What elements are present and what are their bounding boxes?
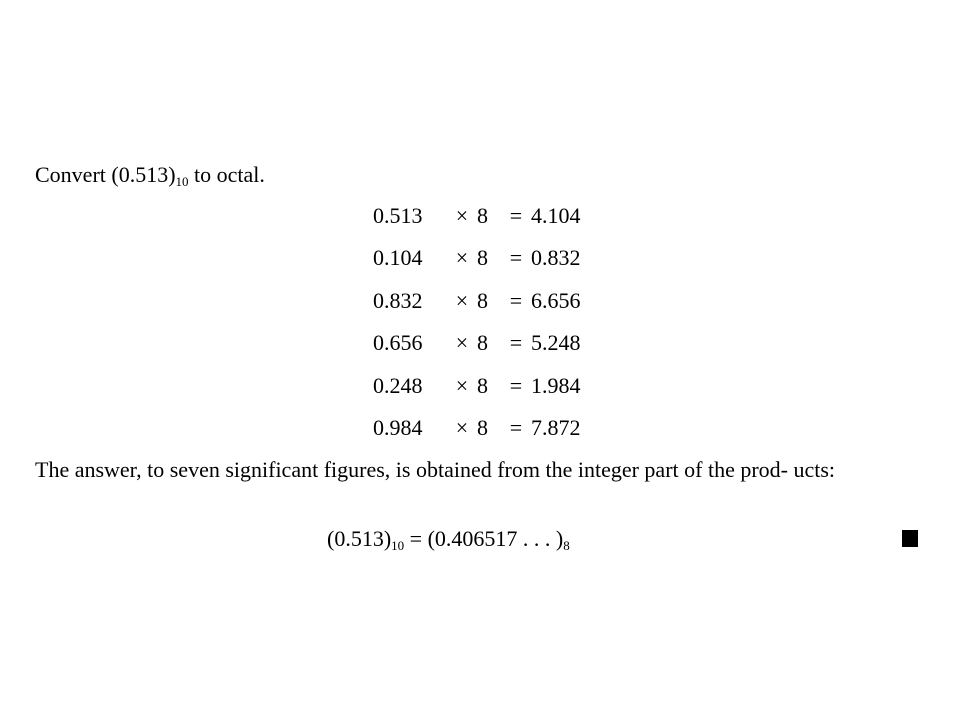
problem-prefix: Convert (0.513) [35, 162, 176, 187]
problem-base-subscript: 10 [175, 174, 189, 189]
end-of-example-marker [902, 530, 918, 547]
result-rhs-base: 8 [563, 538, 570, 553]
step-multiplicand: 0.656 [373, 330, 423, 355]
multiply-sign: × [455, 203, 469, 228]
result-lhs: (0.513) [327, 526, 392, 551]
step-multiplicand: 0.248 [373, 373, 423, 398]
explanation-paragraph: The answer, to seven significant figures, is obtained from the integer part of the prod- ucts: [35, 457, 836, 482]
multiply-sign: × [455, 415, 469, 440]
step-row [373, 373, 593, 399]
step-product: 0.832 [531, 245, 581, 270]
step-factor: 8 [477, 245, 488, 270]
step-product: 5.248 [531, 330, 581, 355]
result-equation [327, 526, 570, 552]
step-multiplicand: 0.832 [373, 288, 423, 313]
step-row [373, 288, 593, 314]
step-multiplicand: 0.984 [373, 415, 423, 440]
step-row [373, 203, 593, 229]
step-row [373, 415, 593, 441]
step-factor: 8 [477, 203, 488, 228]
step-factor: 8 [477, 288, 488, 313]
multiply-sign: × [455, 288, 469, 313]
problem-suffix: to octal. [188, 162, 265, 187]
step-row [373, 245, 593, 271]
step-factor: 8 [477, 415, 488, 440]
step-product: 6.656 [531, 288, 581, 313]
result-rhs: (0.406517 . . . ) [427, 526, 564, 551]
step-factor: 8 [477, 330, 488, 355]
step-product: 1.984 [531, 373, 581, 398]
multiply-sign: × [455, 373, 469, 398]
multiply-sign: × [455, 330, 469, 355]
equals-sign: = [509, 415, 523, 440]
equals-sign: = [509, 373, 523, 398]
multiply-sign: × [455, 245, 469, 270]
result-lhs-base: 10 [391, 538, 405, 553]
equals-sign: = [509, 330, 523, 355]
step-row [373, 330, 593, 356]
step-factor: 8 [477, 373, 488, 398]
step-multiplicand: 0.513 [373, 203, 423, 228]
equals-sign: = [509, 245, 523, 270]
step-product: 7.872 [531, 415, 581, 440]
step-product: 4.104 [531, 203, 581, 228]
equals-sign: = [509, 203, 523, 228]
result-equals: = [404, 526, 428, 551]
problem-statement [35, 162, 265, 188]
step-multiplicand: 0.104 [373, 245, 423, 270]
equals-sign: = [509, 288, 523, 313]
